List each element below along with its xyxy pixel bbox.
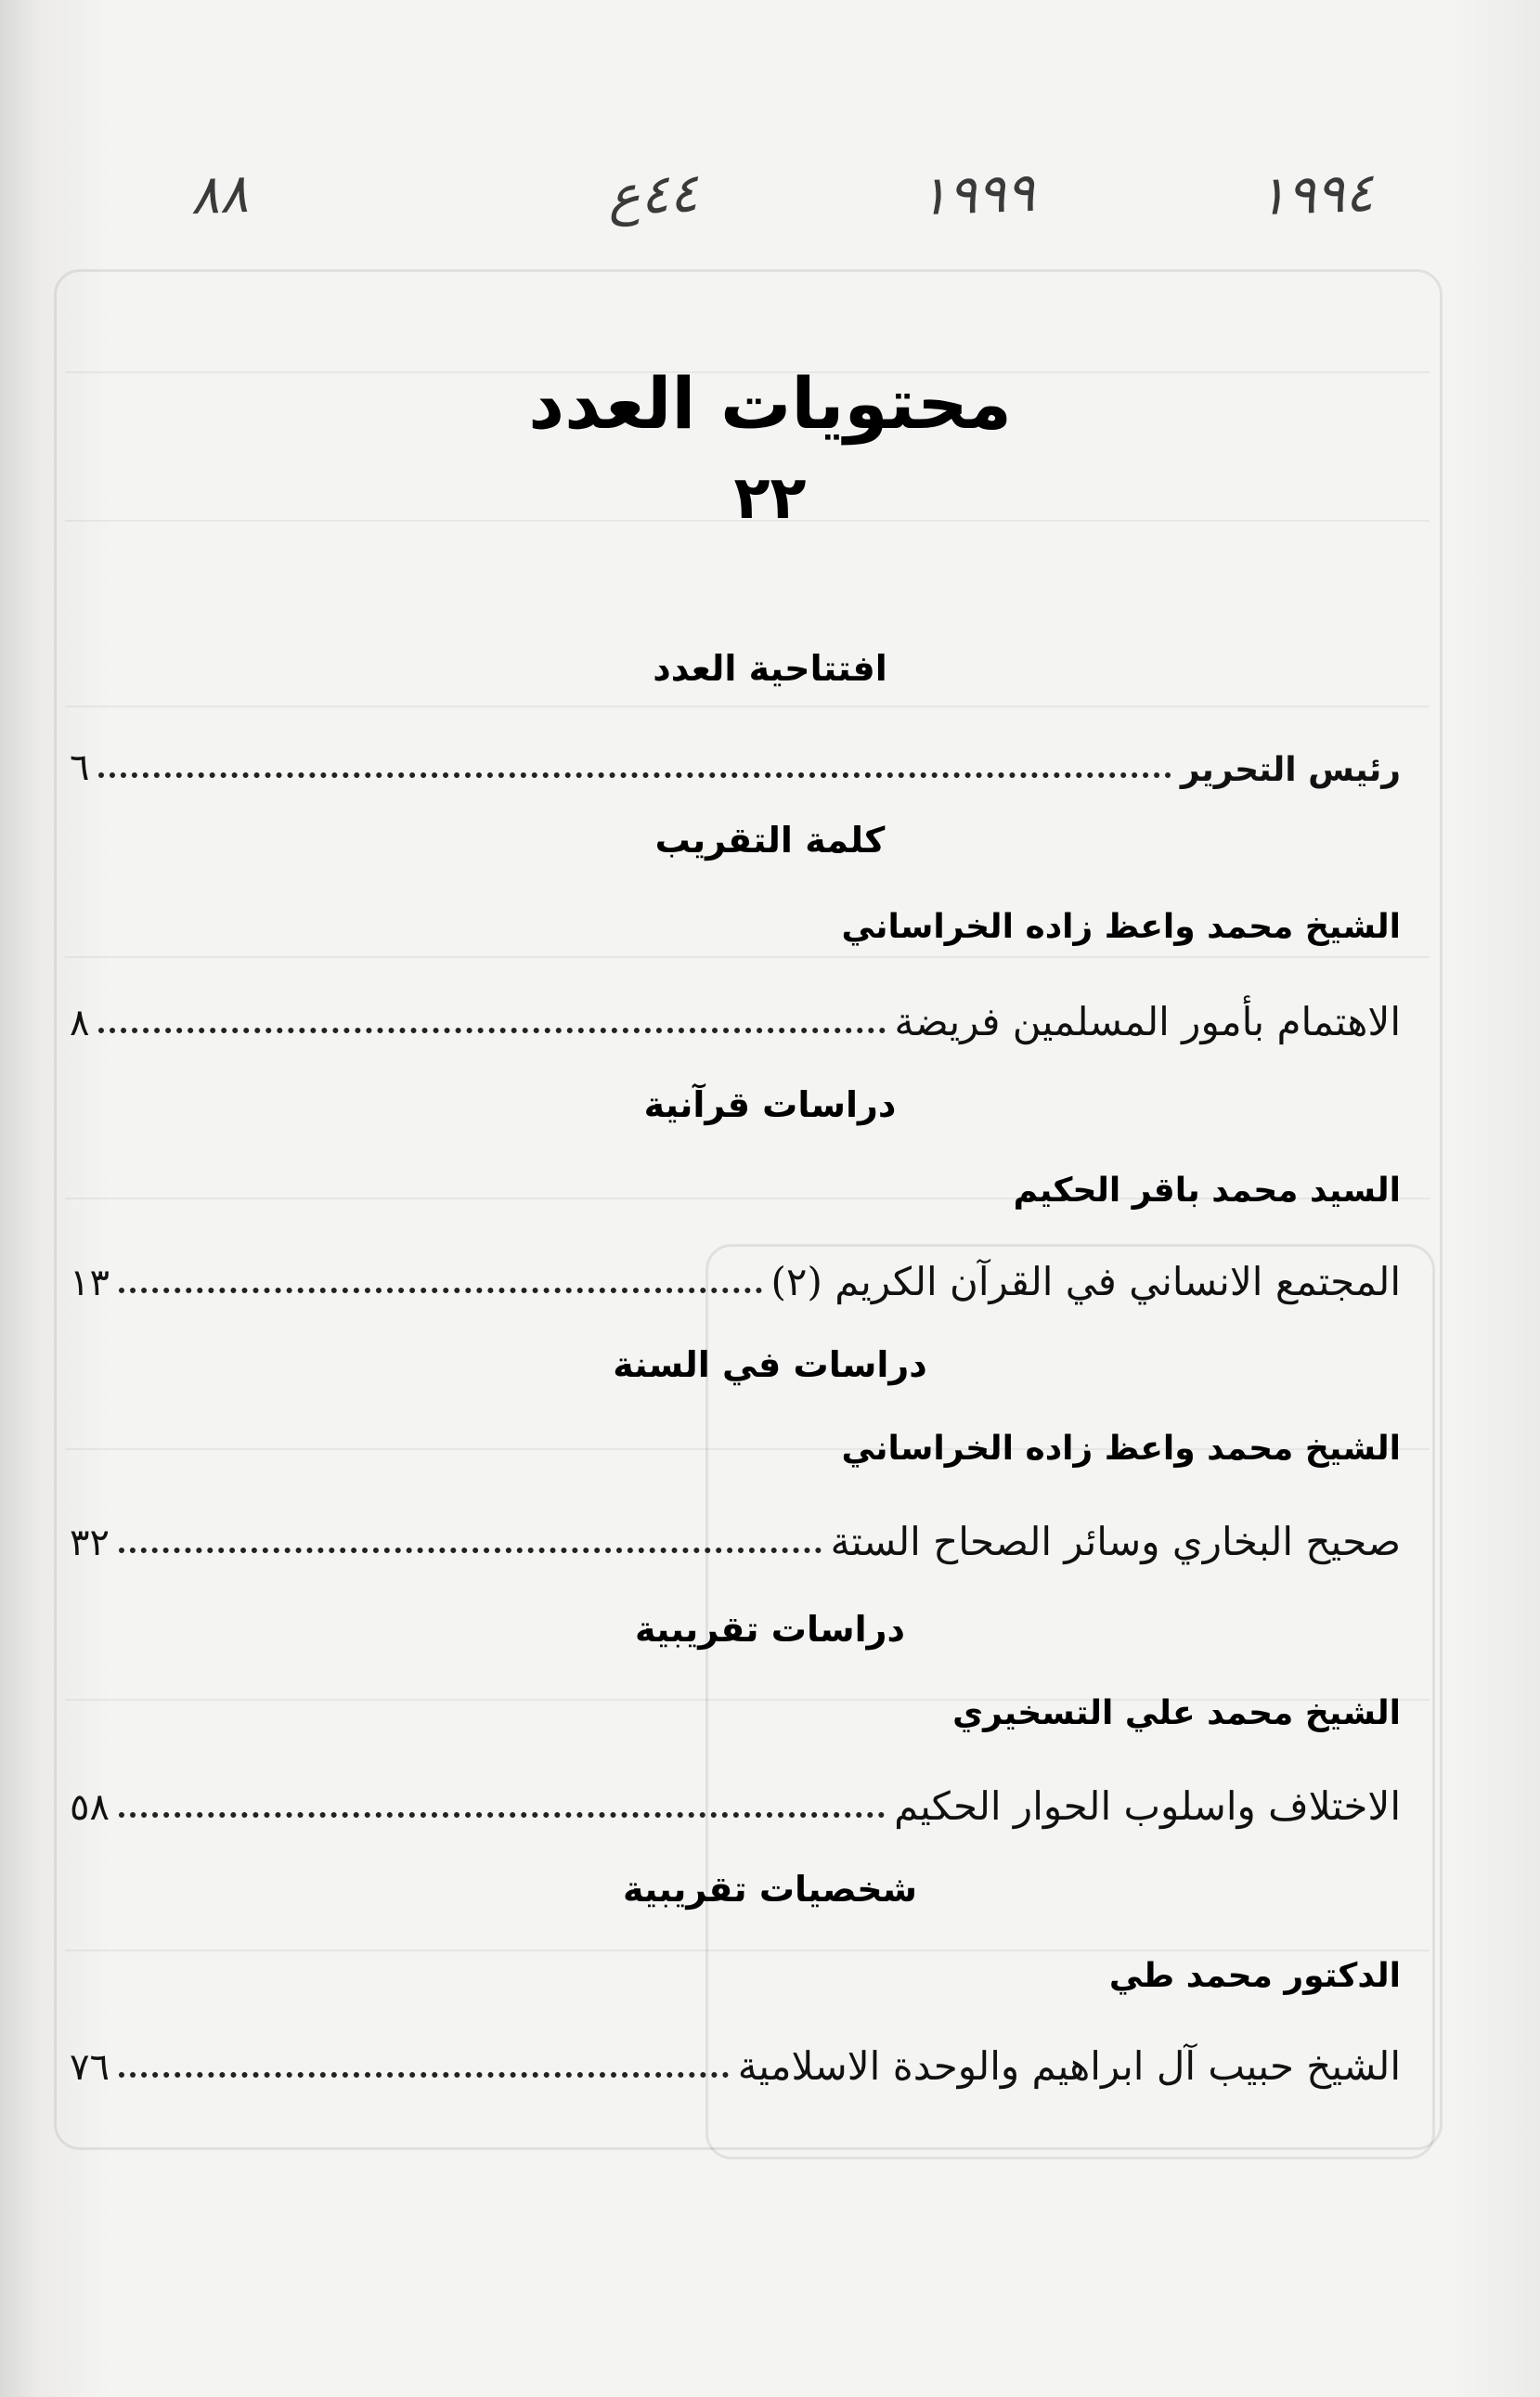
dot-leader [119,1812,885,1818]
toc-entry[interactable] [70,1773,1401,1829]
toc-entry[interactable] [70,733,1401,789]
section-heading: كلمة التقريب [654,820,886,861]
show-through-line [65,956,1430,958]
author-name: السيد محمد باقر الحكيم [1013,1172,1401,1210]
entry-title: الاختلاف واسلوب الحوار الحكيم [894,1783,1401,1829]
section-heading: دراسات في السنة [613,1344,927,1385]
page-number: ١٣ [70,1262,110,1304]
author-name: الشيخ محمد واعظ زاده الخراساني [841,908,1401,946]
page-title: محتويات العدد [528,362,1012,445]
handwritten-note: ١٩٩٩ [917,160,1036,228]
author-name: الشيخ محمد علي التسخيري [952,1694,1401,1732]
entry-title: صحيح البخاري وسائر الصحاح الستة [830,1519,1401,1564]
page-number: ٥٨ [70,1786,110,1829]
author-name: الدكتور محمد طي [1108,1957,1401,1995]
show-through-line [65,706,1430,707]
issue-number: ٢٢ [733,464,807,533]
entry-title: الشيخ حبيب آل ابراهيم والوحدة الاسلامية [737,2043,1401,2089]
page-number: ٨ [70,1002,90,1044]
entry-title: رئيس التحرير [1180,751,1401,789]
toc-entry[interactable] [70,989,1401,1044]
page-number: ٧٦ [70,2046,110,2089]
handwritten-note: ١٩٩٤ [1256,160,1375,228]
section-heading: افتتاحية العدد [653,648,887,689]
section-heading: شخصيات تقريبية [623,1869,917,1910]
author-name: الشيخ محمد واعظ زاده الخراساني [841,1430,1401,1468]
dot-leader [119,1548,822,1553]
toc-entry[interactable] [70,2033,1401,2089]
handwritten-note: ٤٤ع [606,161,700,227]
dot-leader [119,2072,729,2078]
page-number: ٦ [70,746,90,789]
entry-title: الاهتمام بأمور المسلمين فريضة [894,999,1401,1044]
show-through-line [65,1950,1430,1951]
entry-title: المجتمع الانساني في القرآن الكريم (٢) [770,1259,1401,1304]
dot-leader [98,1028,885,1033]
section-heading: دراسات قرآنية [643,1084,897,1125]
dot-leader [119,1288,762,1293]
page-number: ٣٢ [70,1522,110,1564]
section-heading: دراسات تقريبية [634,1609,906,1650]
handwritten-note: ٨٨ [188,161,250,227]
toc-entry[interactable] [70,1509,1401,1564]
dot-leader [98,772,1171,778]
toc-entry[interactable] [70,1249,1401,1304]
